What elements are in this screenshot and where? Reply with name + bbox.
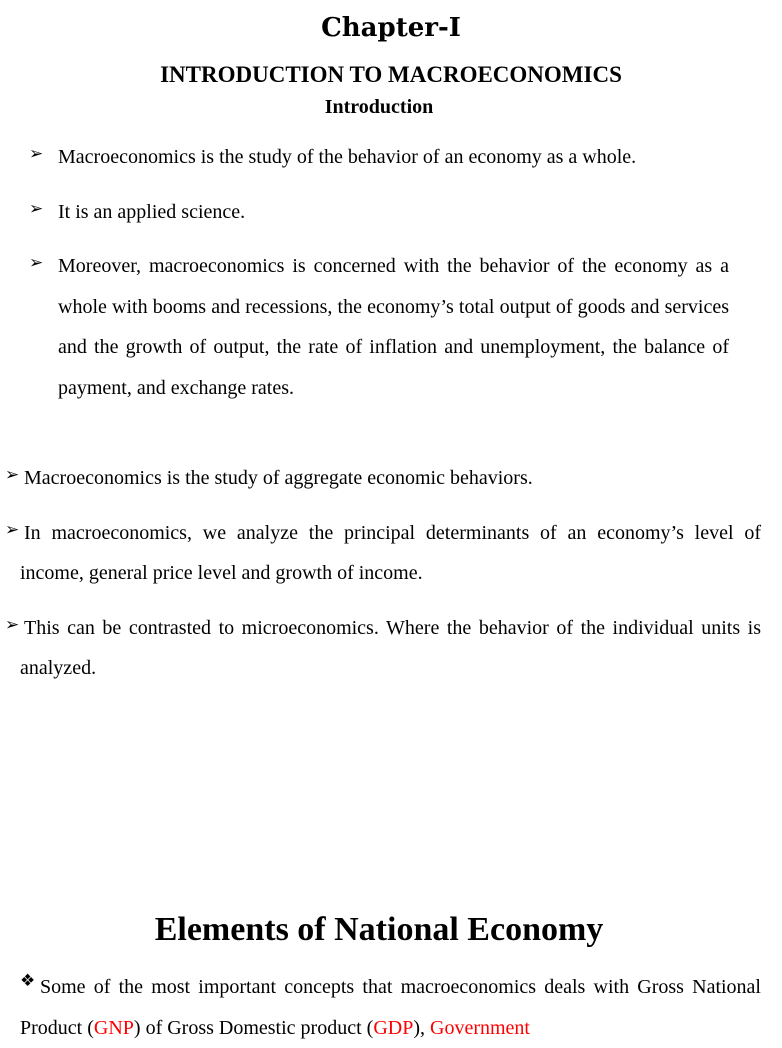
list-item <box>0 192 729 233</box>
list-item-text: It is an applied science. <box>58 200 246 223</box>
list-item <box>0 458 761 499</box>
arrow-bullet-icon: ➢ <box>5 614 20 635</box>
list-item <box>0 246 729 408</box>
arrow-bullet-icon: ➢ <box>29 253 44 273</box>
paragraph-text-mid: ) of Gross Domestic product ( <box>133 1016 374 1039</box>
list-item-text: In macroeconomics, we analyze the principal determinants of an economy’s level of income, general price level and growth of income. <box>20 521 761 584</box>
arrow-bullet-icon: ➢ <box>5 465 20 485</box>
list-item <box>0 608 761 689</box>
intro-bullet-list <box>0 137 768 422</box>
elements-paragraph <box>0 967 761 1048</box>
elements-section-title: Elements of National Economy <box>154 911 604 948</box>
list-item <box>0 137 729 178</box>
list-item-text: This can be contrasted to microeconomics. Where the behavior of the individual units is analyzed. <box>20 616 761 679</box>
arrow-bullet-icon: ➢ <box>29 144 44 164</box>
gnp-term: GNP <box>93 1016 134 1039</box>
paragraph-separator: ), <box>413 1016 430 1039</box>
document-title: INTRODUCTION TO MACROECONOMICS <box>160 62 622 87</box>
list-item <box>0 513 761 594</box>
section-subtitle: Introduction <box>324 96 434 118</box>
diamond-bullet-icon: ❖ <box>20 971 36 991</box>
list-item-text: Macroeconomics is the study of the behavior of an economy as a whole. <box>58 146 637 168</box>
government-term: Government <box>430 1016 530 1039</box>
list-item-text: Moreover, macroeconomics is concerned with the behavior of the economy as a whole with booms and recessions, the economy’s total output of goods and services and the growth of output, the rate of inflation and unemployment, the balance of payment, and exchange rates. <box>58 255 729 399</box>
aggregate-bullet-list <box>0 458 768 703</box>
chapter-heading: Chapter-I <box>321 13 461 43</box>
arrow-bullet-icon: ➢ <box>5 519 20 540</box>
gdp-term: GDP <box>373 1016 414 1039</box>
paragraph-text-start: Some of the most important concepts that macroeconomics deals with Gross National Product ( <box>20 976 761 1039</box>
arrow-bullet-icon: ➢ <box>29 198 44 219</box>
list-item-text: Macroeconomics is the study of aggregate economic behaviors. <box>24 467 533 489</box>
